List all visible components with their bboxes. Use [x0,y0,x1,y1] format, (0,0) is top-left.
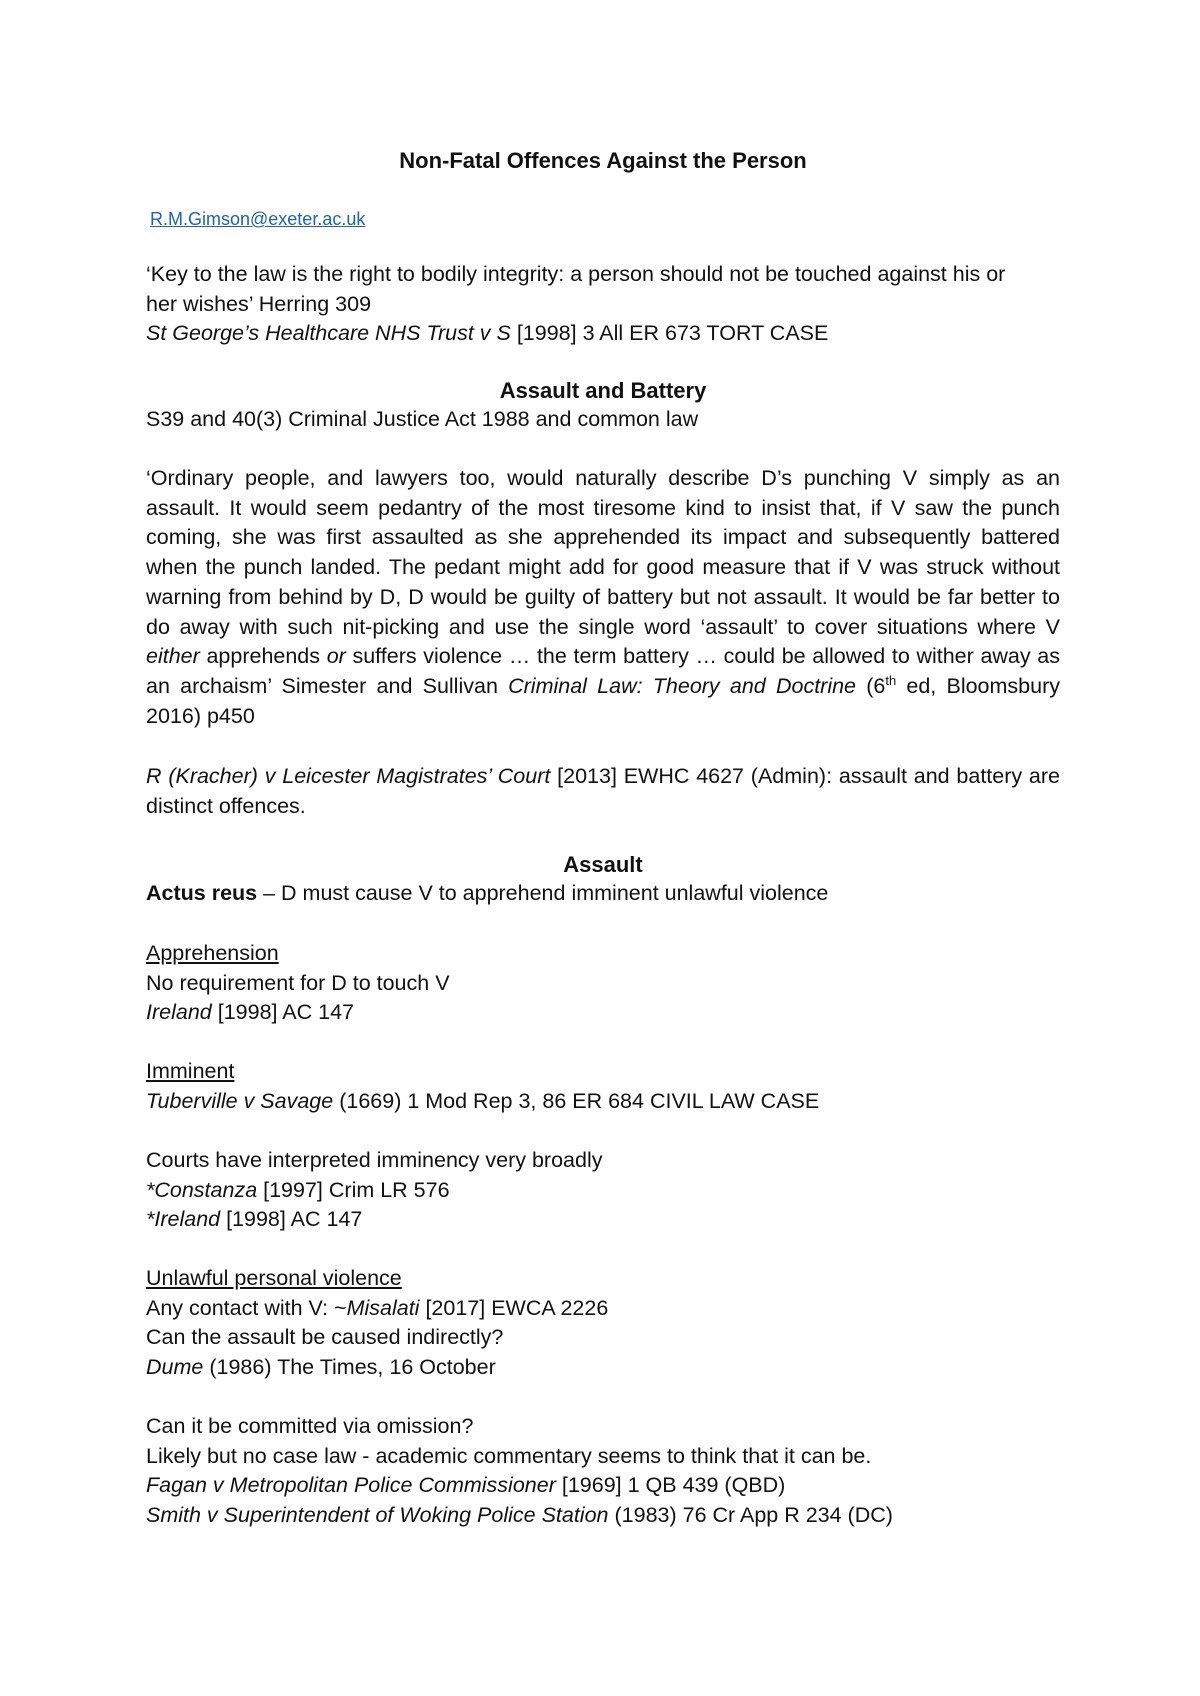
case-name: Ireland [146,1000,212,1025]
dume-case [146,1353,1060,1383]
quote-either: either [146,644,200,669]
case-citation: [1998] AC 147 [211,1000,354,1025]
actus-reus-text: – D must cause V to apprehend imminent unlawful violence [257,881,829,905]
case-name: St George’s Healthcare NHS Trust v S [146,321,511,346]
intro-quote-line2: her wishes’ Herring 309 [146,291,372,316]
case-citation: [1969] 1 QB 439 (QBD) [555,1473,786,1498]
assault-battery-heading: Assault and Battery [499,378,707,403]
omission-question: Can it be committed via omission? [146,1414,474,1438]
unlawful-violence-heading: Unlawful personal violence [146,1266,402,1290]
unlawful-violence-section [146,1264,1060,1383]
document-title: Non-Fatal Offences Against the Person [399,148,807,173]
apprehension-section [146,939,1060,1028]
imminent-heading: Imminent [146,1059,235,1083]
case-name: *Constanza [146,1177,258,1202]
quote-or: or [326,644,346,669]
kracher-paragraph [146,762,1060,821]
apprehension-heading: Apprehension [146,941,279,965]
constanza-case [146,1176,1060,1206]
intro-case [146,319,1060,349]
case-name: Dume [146,1355,204,1380]
contact-text: Any contact with V: ~ [146,1295,347,1320]
case-citation: [1998] AC 147 [220,1207,363,1232]
actus-reus-label: Actus reus [146,881,258,905]
apprehension-case [146,998,1060,1028]
author-email-link[interactable]: R.M.Gimson@exeter.ac.uk [150,209,366,229]
quote-text-2: apprehends [199,644,327,669]
case-name: Fagan v Metropolitan Police Commissioner [146,1473,556,1498]
edition-sup: th [885,672,897,688]
edition-pre: (6 [856,673,886,698]
intro-section [146,260,1060,349]
indirect-question: Can the assault be caused indirectly? [146,1325,504,1350]
case-name: Tuberville v Savage [146,1088,334,1113]
intro-quote-line1: ‘Key to the law is the right to bodily integrity: a person should not be touched against his or [146,262,1006,286]
case-name: Misalati [346,1295,420,1320]
simester-quote [146,464,1060,731]
omission-section [146,1412,1060,1531]
imminency-section [146,1146,1060,1235]
assault-heading: Assault [563,852,643,877]
apprehension-line: No requirement for D to touch V [146,970,450,995]
case-name: *Ireland [146,1207,221,1232]
case-name: R (Kracher) v Leicester Magistrates’ Court [146,764,551,788]
case-citation: (1669) 1 Mod Rep 3, 86 ER 684 CIVIL LAW CASE [333,1088,820,1113]
case-citation: [2017] EWCA 2226 [419,1295,609,1320]
assault-battery-statute: S39 and 40(3) Criminal Justice Act 1988 and common law [146,407,699,431]
misalati-line [146,1294,1060,1324]
case-citation: [2013] EWHC 4627 (Admin): assault and battery are distinct offences. [146,764,1060,818]
smith-case [146,1501,1060,1531]
imminent-case [146,1087,1060,1117]
quote-text-3: suffers violence … the term battery … could be allowed to wither away as an archaism’ Simester and Sullivan [146,644,1061,698]
case-citation: [1997] Crim LR 576 [257,1177,450,1202]
imminency-line: Courts have interpreted imminency very broadly [146,1148,603,1172]
ireland-case [146,1205,1060,1235]
fagan-case [146,1471,1060,1501]
book-title: Criminal Law: Theory and Doctrine [508,673,857,698]
case-citation: [1998] 3 All ER 673 TORT CASE [510,321,829,346]
case-citation: (1986) The Times, 16 October [203,1355,496,1380]
omission-likely: Likely but no case law - academic commentary seems to think that it can be. [146,1443,872,1468]
imminent-section [146,1057,1060,1116]
quote-text-1: ‘Ordinary people, and lawyers too, would naturally describe D’s punching V simply as an assault. It would seem pedantry of the most tiresome kind to insist that, if V saw the punch coming, she was first assaulted as she apprehended its impact and subsequently battered when the punch landed. The pedant might add for good measure that if V was struck without warning from behind by D, D would be guilty of battery but not assault. It would be far better to do away with such nit-picking and use the single word ‘assault’ to cover situations where V [146,466,1060,639]
edition-post: ed, Bloomsbury 2016) p450 [146,673,1060,728]
actus-reus-line [146,879,1060,909]
case-citation: (1983) 76 Cr App R 234 (DC) [608,1503,893,1528]
case-name: Smith v Superintendent of Woking Police Station [146,1503,609,1528]
